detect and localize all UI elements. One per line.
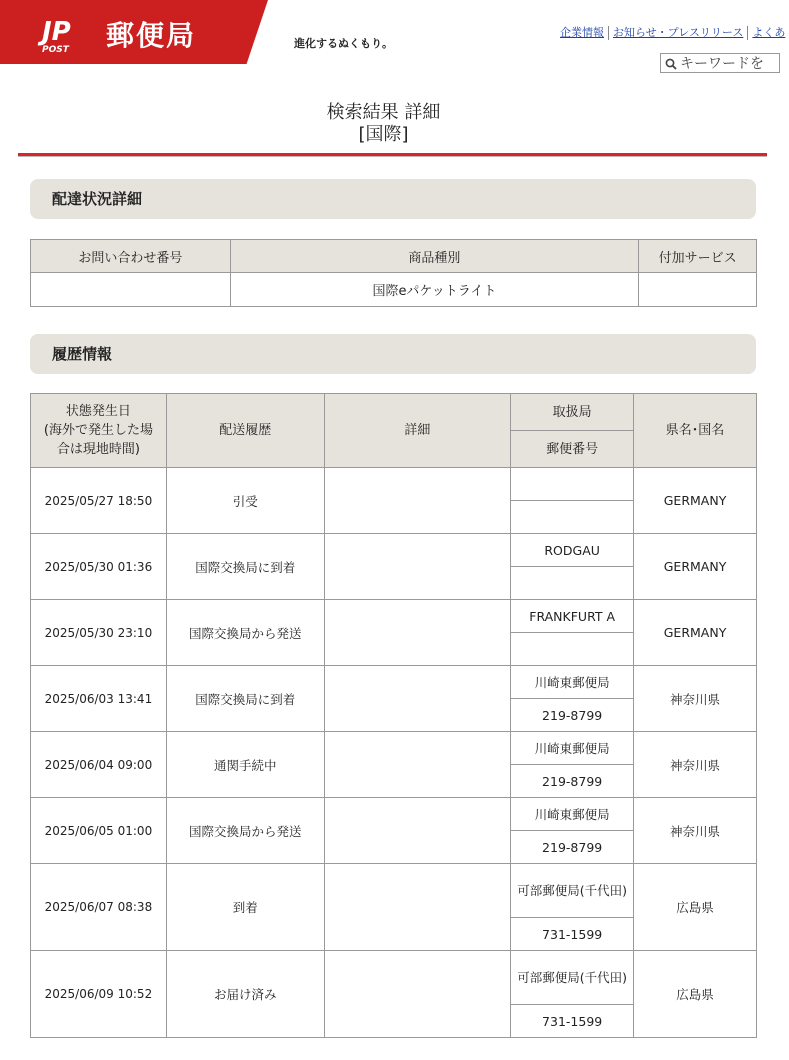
history-header-row	[31, 394, 757, 431]
history-postal-code	[511, 501, 634, 534]
logo-latin: POST	[42, 45, 69, 55]
history-postal-code: 219-8799	[511, 831, 634, 864]
tagline: 進化するぬくもり。	[294, 37, 393, 50]
additional-service	[639, 273, 757, 307]
history-office: 川崎東郵便局	[511, 732, 634, 765]
history-details	[324, 600, 511, 666]
history-region: 神奈川県	[634, 732, 757, 798]
history-status: 国際交換局に到着	[166, 666, 324, 732]
svg-text:JP: JP	[42, 17, 71, 47]
link-corporate-info[interactable]: 企業情報	[560, 26, 604, 39]
table-row	[31, 732, 757, 765]
history-region: 広島県	[634, 864, 757, 951]
history-heading: 履歴情報	[30, 334, 756, 374]
tracking-number	[31, 273, 231, 307]
jp-post-logo-icon[interactable]	[40, 14, 100, 54]
col-details: 詳細	[324, 394, 511, 468]
col-date-note-1: (海外で発生した場	[43, 423, 153, 438]
table-row	[31, 534, 757, 567]
title-divider-shadow	[18, 156, 767, 157]
logo-name[interactable]: 郵便局	[106, 19, 197, 52]
history-office: 可部郵便局(千代田)	[511, 951, 634, 1005]
col-history: 配送履歴	[166, 394, 324, 468]
history-office	[511, 468, 634, 501]
search-icon	[665, 58, 677, 70]
history-date: 2025/06/03 13:41	[31, 666, 167, 732]
history-region: GERMANY	[634, 534, 757, 600]
history-status: 到着	[166, 864, 324, 951]
history-postal-code: 219-8799	[511, 765, 634, 798]
history-postal-code	[511, 567, 634, 600]
col-postal-code: 郵便番号	[511, 431, 634, 468]
history-office: 川崎東郵便局	[511, 666, 634, 699]
col-office: 取扱局	[511, 394, 634, 431]
page-title	[0, 102, 767, 146]
col-additional-service: 付加サービス	[639, 240, 757, 273]
history-postal-code: 219-8799	[511, 699, 634, 732]
history-details	[324, 864, 511, 951]
table-row	[31, 468, 757, 501]
history-details	[324, 732, 511, 798]
col-product-type: 商品種別	[230, 240, 638, 273]
table-row	[31, 666, 757, 699]
history-date: 2025/06/05 01:00	[31, 798, 167, 864]
page-title-main: 検索結果 詳細	[326, 102, 441, 123]
product-type: 国際eパケットライト	[230, 273, 638, 307]
link-news-releases[interactable]: お知らせ・プレスリリース	[613, 26, 744, 39]
page-title-sub: [国際]	[358, 124, 409, 145]
table-row	[31, 798, 757, 831]
history-status: 国際交換局から発送	[166, 600, 324, 666]
search-input[interactable]	[660, 53, 780, 73]
delivery-status-table	[30, 239, 757, 307]
table-row	[31, 951, 757, 1005]
col-date-note-2: 合は現地時間)	[56, 442, 140, 457]
search-placeholder: キーワードを	[680, 56, 764, 72]
col-date	[31, 394, 167, 468]
history-details	[324, 666, 511, 732]
history-details	[324, 951, 511, 1038]
history-region: GERMANY	[634, 600, 757, 666]
delivery-status-heading: 配達状況詳細	[30, 179, 756, 219]
history-region: 神奈川県	[634, 798, 757, 864]
history-office: RODGAU	[511, 534, 634, 567]
history-status: 国際交換局に到着	[166, 534, 324, 600]
history-details	[324, 468, 511, 534]
history-date: 2025/05/30 23:10	[31, 600, 167, 666]
history-region: GERMANY	[634, 468, 757, 534]
history-date: 2025/05/27 18:50	[31, 468, 167, 534]
history-postal-code: 731-1599	[511, 918, 634, 951]
site-header	[0, 0, 786, 72]
history-postal-code: 731-1599	[511, 1005, 634, 1038]
link-faq[interactable]: よくあ	[752, 26, 786, 39]
history-details	[324, 798, 511, 864]
col-tracking-number: お問い合わせ番号	[31, 240, 231, 273]
table-row	[31, 273, 757, 307]
history-office: FRANKFURT A	[511, 600, 634, 633]
history-date: 2025/06/04 09:00	[31, 732, 167, 798]
table-row	[31, 600, 757, 633]
history-office: 川崎東郵便局	[511, 798, 634, 831]
col-date-label: 状態発生日	[65, 404, 131, 419]
history-table	[30, 393, 757, 1038]
top-links	[556, 24, 789, 40]
history-date: 2025/06/09 10:52	[31, 951, 167, 1038]
history-status: 国際交換局から発送	[166, 798, 324, 864]
table-header-row	[31, 240, 757, 273]
history-date: 2025/05/30 01:36	[31, 534, 167, 600]
history-region: 広島県	[634, 951, 757, 1038]
history-region: 神奈川県	[634, 666, 757, 732]
table-row	[31, 864, 757, 918]
history-details	[324, 534, 511, 600]
history-status: 通関手続中	[166, 732, 324, 798]
col-region: 県名･国名	[634, 394, 757, 468]
history-date: 2025/06/07 08:38	[31, 864, 167, 951]
history-office: 可部郵便局(千代田)	[511, 864, 634, 918]
history-postal-code	[511, 633, 634, 666]
history-status: お届け済み	[166, 951, 324, 1038]
history-status: 引受	[166, 468, 324, 534]
